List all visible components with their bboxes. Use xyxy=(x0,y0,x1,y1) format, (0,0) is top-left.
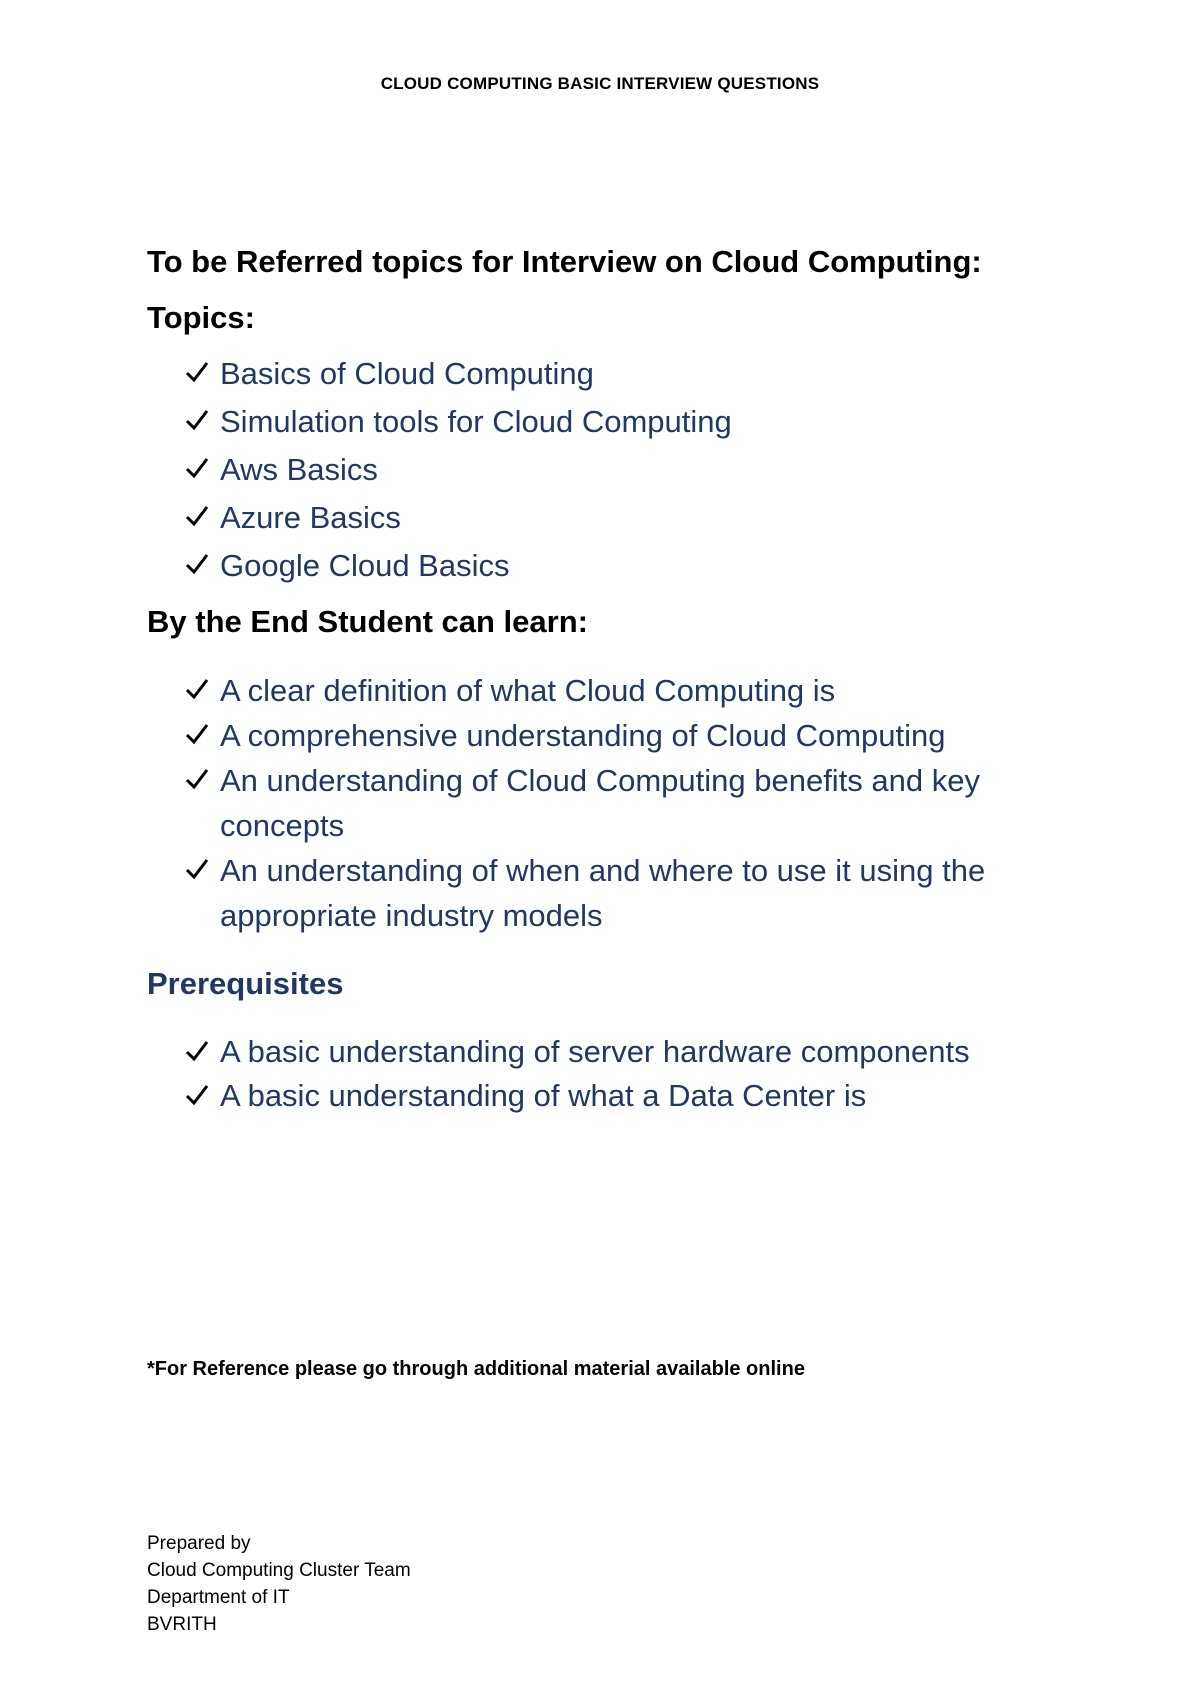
team-name: Cloud Computing Cluster Team xyxy=(147,1560,411,1581)
topics-list xyxy=(147,350,1097,590)
reference-note: *For Reference please go through additional material available online xyxy=(147,1358,805,1380)
list-item-label: Azure Basics xyxy=(220,500,401,535)
list-item-label: Aws Basics xyxy=(220,452,378,487)
checkmark-icon xyxy=(184,1074,214,1108)
institution-name: BVRITH xyxy=(147,1614,217,1635)
checkmark-icon xyxy=(184,542,214,577)
learn-heading: By the End Student can learn: xyxy=(147,604,588,639)
prepared-by-label: Prepared by xyxy=(147,1533,251,1554)
checkmark-icon xyxy=(184,1030,214,1064)
list-item-label: A comprehensive understanding of Cloud Computing xyxy=(220,718,946,753)
list-item xyxy=(184,398,1097,446)
list-item xyxy=(184,848,1097,938)
list-item-label: An understanding of when and where to use it using the appropriate industry models xyxy=(220,853,986,933)
footer xyxy=(147,1530,411,1638)
list-item-label: A basic understanding of what a Data Center is xyxy=(220,1078,867,1113)
checkmark-icon xyxy=(184,398,214,433)
list-item-label: An understanding of Cloud Computing benefits and key concepts xyxy=(220,763,980,843)
checkmark-icon xyxy=(184,668,214,702)
prerequisites-heading: Prerequisites xyxy=(147,966,344,1001)
running-header: CLOUD COMPUTING BASIC INTERVIEW QUESTIONS xyxy=(380,74,820,93)
list-item xyxy=(184,758,1097,848)
list-item xyxy=(184,713,1097,758)
checkmark-icon xyxy=(184,446,214,481)
checkmark-icon xyxy=(184,758,214,792)
main-content xyxy=(147,240,1097,1118)
checkmark-icon xyxy=(184,848,214,882)
list-item-label: Simulation tools for Cloud Computing xyxy=(220,404,732,439)
learn-list xyxy=(147,668,1097,938)
list-item xyxy=(184,1030,1097,1074)
list-item xyxy=(184,668,1097,713)
list-item xyxy=(184,494,1097,542)
main-heading: To be Referred topics for Interview on Cloud Computing: xyxy=(147,244,982,279)
checkmark-icon xyxy=(184,713,214,747)
list-item xyxy=(184,1074,1097,1118)
list-item-label: A basic understanding of server hardware components xyxy=(220,1034,970,1069)
topics-heading: Topics: xyxy=(147,300,255,335)
list-item-label: Basics of Cloud Computing xyxy=(220,356,594,391)
list-item xyxy=(184,350,1097,398)
department-name: Department of IT xyxy=(147,1587,290,1608)
list-item xyxy=(184,446,1097,494)
list-item-label: A clear definition of what Cloud Computing is xyxy=(220,673,836,708)
checkmark-icon xyxy=(184,350,214,385)
list-item xyxy=(184,542,1097,590)
checkmark-icon xyxy=(184,494,214,529)
prerequisites-list xyxy=(147,1030,1097,1118)
list-item-label: Google Cloud Basics xyxy=(220,548,510,583)
